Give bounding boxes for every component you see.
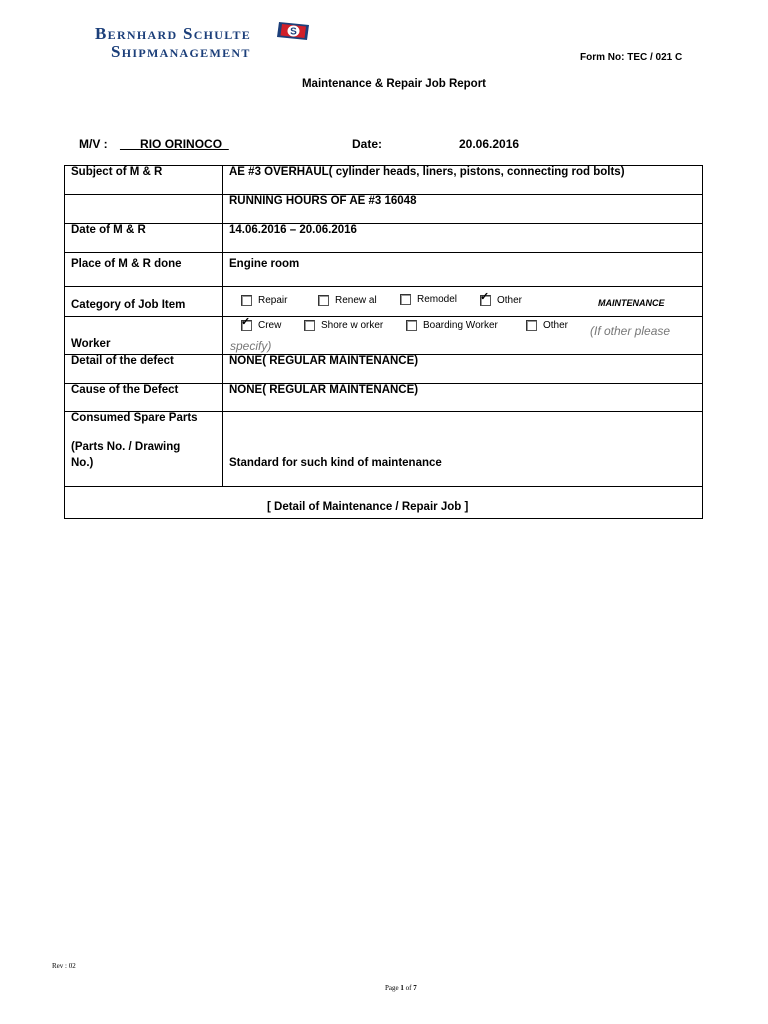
checkbox-box	[318, 295, 329, 306]
subject-value: AE #3 OVERHAUL( cylinder heads, liners, pistons, connecting rod bolts)	[229, 166, 625, 178]
checkbox-box	[241, 316, 252, 331]
form-number: Form No: TEC / 021 C	[580, 52, 683, 63]
row-divider	[65, 286, 702, 287]
page-current: 1	[400, 984, 404, 992]
company-name-line1: Bernhard Schulte	[95, 24, 252, 43]
checkbox-box	[304, 320, 315, 331]
company-flag-icon	[277, 20, 311, 42]
worker-other-checkbox[interactable]	[526, 320, 568, 331]
column-divider	[222, 166, 223, 486]
row-divider	[65, 316, 702, 317]
checkbox-label: Boarding Worker	[423, 320, 498, 331]
document-title: Maintenance & Repair Job Report	[301, 78, 487, 90]
if-other-hint: (If other please	[590, 324, 671, 338]
revision-label: Rev : 02	[52, 962, 76, 970]
worker-label: Worker	[71, 338, 111, 350]
checkbox-label: Crew	[258, 320, 282, 331]
checkmark-icon: ✓	[480, 291, 490, 303]
page-total: 7	[413, 984, 417, 992]
row-divider	[65, 223, 702, 224]
defect-label: Detail of the defect	[71, 355, 174, 367]
specify-hint: specify)	[230, 339, 272, 353]
subject-label: Subject of M & R	[71, 166, 163, 178]
category-renewal-checkbox[interactable]	[318, 295, 377, 306]
worker-boarding-checkbox[interactable]	[406, 320, 498, 331]
worker-shore-checkbox[interactable]	[304, 320, 383, 331]
vessel-label: M/V :	[79, 137, 108, 151]
place-value: Engine room	[229, 258, 300, 270]
checkbox-label: Renew al	[335, 295, 377, 306]
spare-parts-value: Standard for such kind of maintenance	[229, 457, 442, 469]
spare-parts-label: Consumed Spare Parts	[71, 412, 198, 424]
row-divider	[65, 486, 702, 487]
checkbox-label: Repair	[258, 295, 288, 306]
checkbox-box	[406, 320, 417, 331]
cause-value: NONE( REGULAR MAINTENANCE)	[229, 384, 419, 396]
category-other-checkbox[interactable]	[480, 291, 523, 306]
defect-value: NONE( REGULAR MAINTENANCE)	[229, 355, 419, 367]
checkbox-label: Other	[497, 295, 523, 306]
checkmark-icon: ✓	[241, 316, 251, 328]
spare-parts-sub-line1: (Parts No. / Drawing	[71, 441, 181, 453]
category-remodel-checkbox[interactable]	[400, 294, 457, 305]
worker-crew-checkbox[interactable]	[241, 316, 282, 331]
checkbox-box	[241, 295, 252, 306]
category-label: Category of Job Item	[71, 299, 186, 311]
checkbox-box	[480, 291, 491, 306]
running-hours: RUNNING HOURS OF AE #3 16048	[229, 195, 417, 207]
report-table	[64, 165, 703, 519]
report-date-value: 20.06.2016	[459, 137, 520, 151]
category-other-text: MAINTENANCE	[598, 298, 665, 308]
company-name-line2: Shipmanagement	[111, 42, 251, 61]
checkbox-label: Shore w orker	[321, 320, 384, 331]
checkbox-label: Remodel	[417, 294, 458, 305]
place-label: Place of M & R done	[71, 258, 182, 270]
page-of: of	[405, 984, 412, 992]
cause-label: Cause of the Defect	[71, 384, 179, 396]
page-number	[385, 984, 417, 992]
checkbox-box	[400, 294, 411, 305]
date-mr-label: Date of M & R	[71, 224, 146, 236]
spare-parts-sub-line2: No.)	[71, 457, 94, 469]
vessel-name: ___RIO ORINOCO_	[120, 137, 229, 151]
category-repair-checkbox[interactable]	[241, 295, 287, 306]
checkbox-label: Other	[543, 320, 569, 331]
detail-heading: [ Detail of Maintenance / Repair Job ]	[267, 501, 469, 513]
flag-letter: S	[290, 26, 297, 38]
row-divider	[65, 252, 702, 253]
checkbox-box	[526, 320, 537, 331]
page-prefix: Page	[385, 984, 399, 992]
report-date-label: Date:	[352, 137, 383, 151]
date-mr-value: 14.06.2016 – 20.06.2016	[229, 224, 357, 236]
